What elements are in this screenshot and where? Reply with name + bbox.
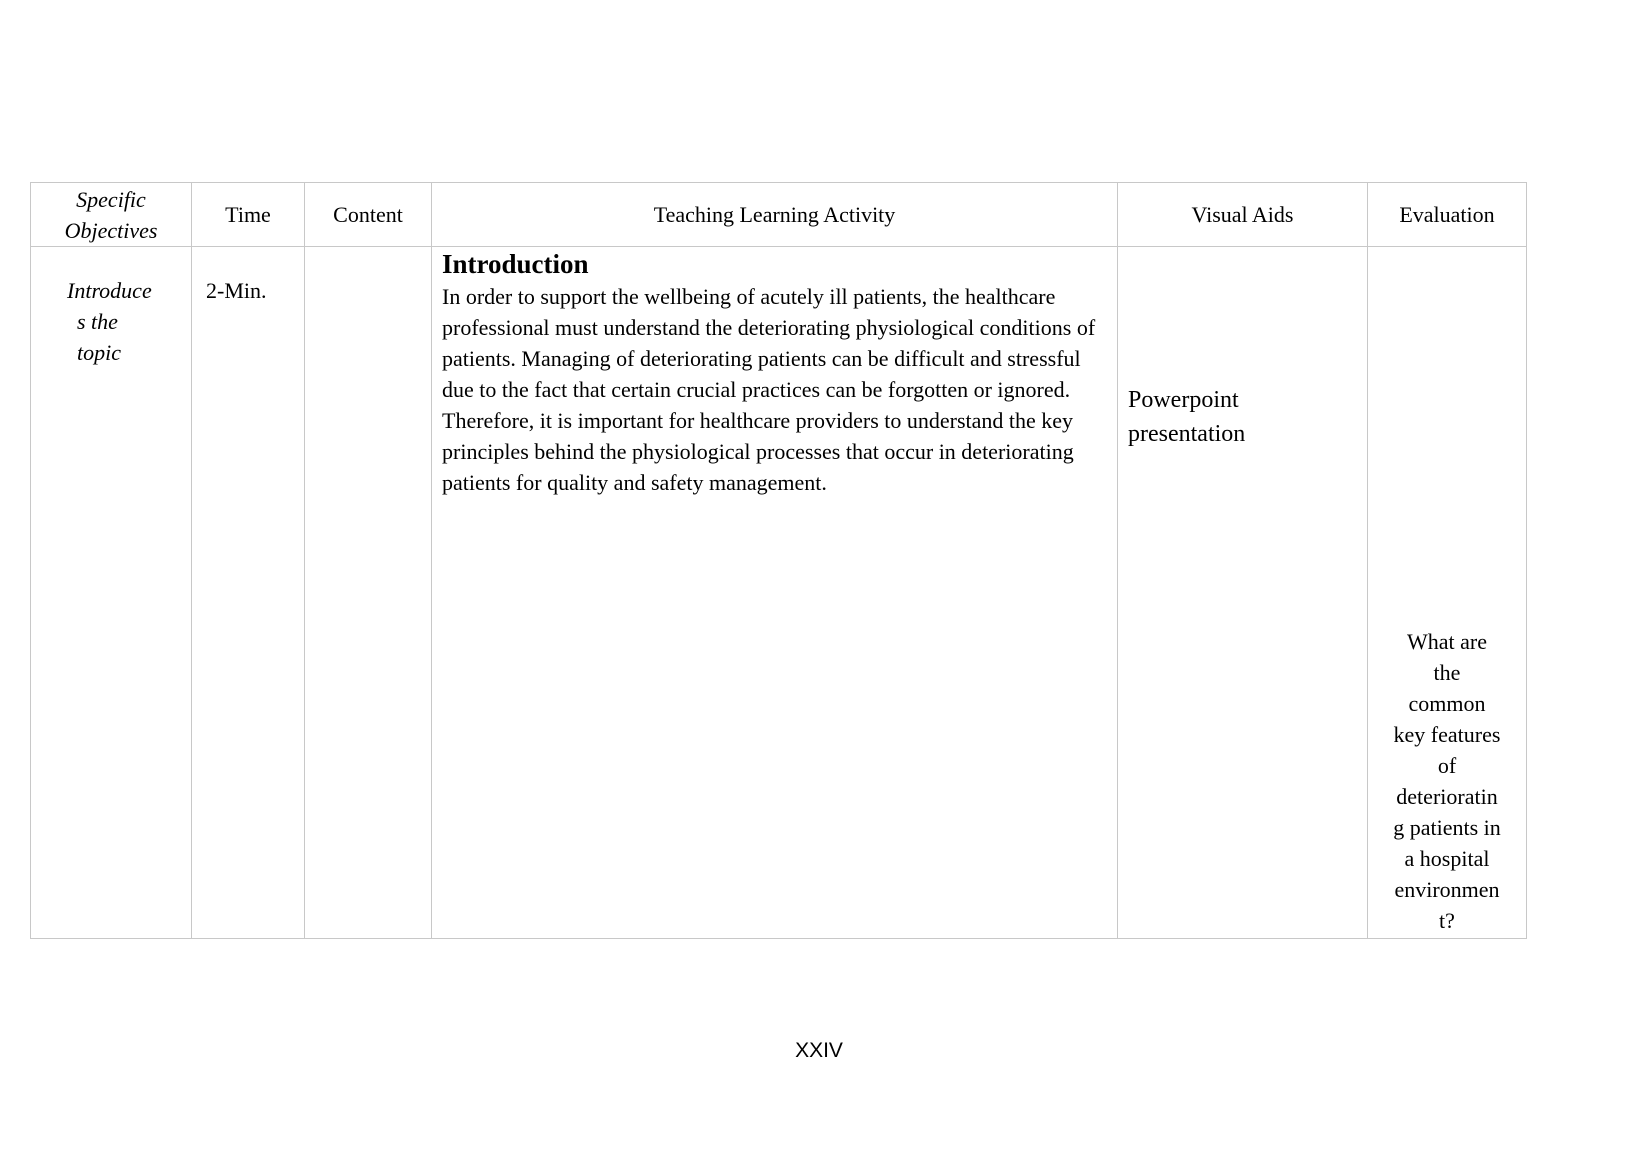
header-content: Content xyxy=(305,183,432,247)
evaluation-line-10: t? xyxy=(1439,908,1455,933)
activity-heading: Introduction xyxy=(442,249,589,279)
header-objectives-line-2: Objectives xyxy=(64,217,158,243)
evaluation-line-5: of xyxy=(1437,753,1457,778)
activity-cell xyxy=(432,247,1118,939)
evaluation-text xyxy=(1368,626,1526,938)
table-header-row xyxy=(31,183,1527,247)
page-number: XXIV xyxy=(795,1039,843,1062)
visual-aids-line-2: presentation xyxy=(1128,421,1246,447)
evaluation-line-1: What are xyxy=(1407,629,1487,654)
header-visual-aids: Visual Aids xyxy=(1118,183,1368,247)
table-row xyxy=(31,247,1527,939)
objective-line-2: s the xyxy=(77,309,118,334)
header-teaching-learning-activity: Teaching Learning Activity xyxy=(432,183,1118,247)
evaluation-line-9: environmen xyxy=(1394,877,1500,902)
objective-line-1: Introduce xyxy=(67,278,152,303)
time-cell xyxy=(192,247,305,939)
header-specific-objectives xyxy=(31,183,192,247)
activity-body: In order to support the wellbeing of acutely ill patients, the healthcare professional must understand the deteriorating physiological conditions of patients. Managing of deteriorating patients can be difficult and stressful due to the fact that certain crucial practices can be forgotten or ignored. Therefore, it is important for healthcare providers to understand the key principles behind the physiological processes that occur in deteriorating patients for quality and safety management. xyxy=(442,284,1096,495)
visual-aids-cell xyxy=(1118,247,1368,939)
evaluation-line-3: common xyxy=(1408,691,1486,716)
objective-text xyxy=(31,247,167,368)
evaluation-line-6: deterioratin xyxy=(1396,784,1498,809)
evaluation-line-4: key features xyxy=(1393,722,1501,747)
evaluation-line-8: a hospital xyxy=(1404,846,1490,871)
lesson-plan-table xyxy=(30,182,1527,939)
header-evaluation: Evaluation xyxy=(1368,183,1527,247)
evaluation-cell xyxy=(1368,247,1527,939)
objective-line-3: topic xyxy=(77,340,121,365)
evaluation-line-2: the xyxy=(1433,660,1461,685)
objective-cell xyxy=(31,247,192,939)
time-value: 2-Min. xyxy=(206,278,267,303)
content-cell xyxy=(305,247,432,939)
evaluation-line-7: g patients in xyxy=(1393,815,1501,840)
header-time: Time xyxy=(192,183,305,247)
header-objectives-line-1: Specific xyxy=(76,186,146,212)
visual-aids-line-1: Powerpoint xyxy=(1128,387,1239,413)
